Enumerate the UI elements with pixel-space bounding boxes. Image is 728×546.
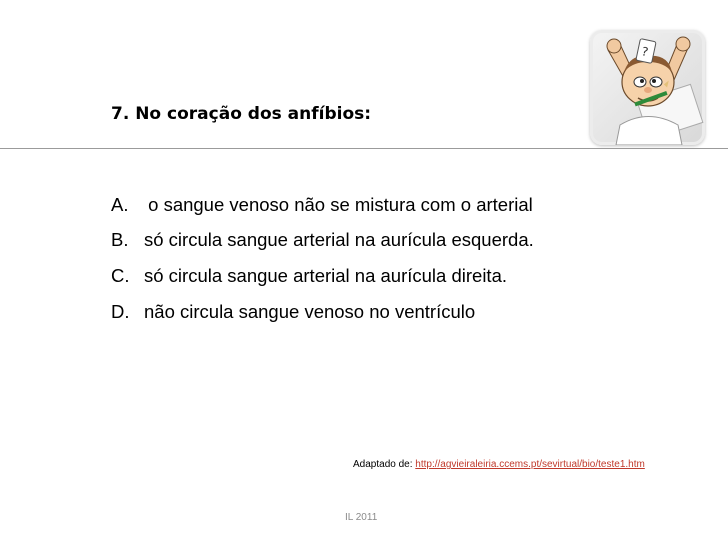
option-text: só circula sangue arterial na aurícula direita. xyxy=(144,265,507,286)
option-d[interactable] xyxy=(111,301,475,323)
option-text: o sangue venoso não se mistura com o arterial xyxy=(143,194,533,215)
question-title: 7. No coração dos anfíbios: xyxy=(111,104,372,124)
option-letter: C. xyxy=(111,265,130,286)
source-citation xyxy=(353,459,645,470)
source-link[interactable]: http://agvieiraleiria.ccems.pt/sevirtual/bio/teste1.htm xyxy=(415,459,645,470)
thinking-student-icon xyxy=(590,30,705,145)
thinking-student-illustration xyxy=(590,30,705,145)
option-letter: A. xyxy=(111,194,129,215)
option-a[interactable] xyxy=(111,194,533,216)
option-text: só circula sangue arterial na aurícula esquerda. xyxy=(144,229,534,250)
option-letter: B. xyxy=(111,229,129,250)
option-c[interactable] xyxy=(111,265,507,287)
svg-text:?: ? xyxy=(640,44,650,60)
footer-label: IL 2011 xyxy=(345,512,378,523)
option-text: não circula sangue venoso no ventrículo xyxy=(144,301,476,322)
option-letter: D. xyxy=(111,301,130,322)
divider xyxy=(0,148,728,149)
source-prefix: Adaptado de: xyxy=(353,459,413,470)
option-b[interactable] xyxy=(111,229,534,251)
